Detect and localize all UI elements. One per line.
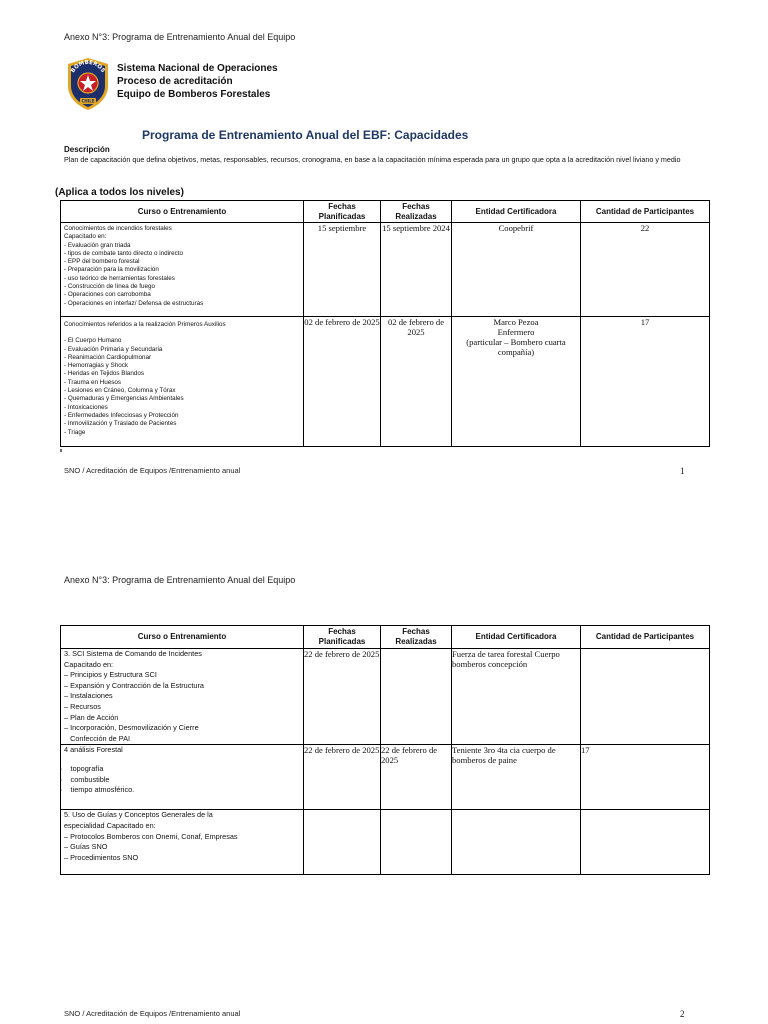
course-cell [61,745,304,810]
table-header-row [61,201,710,223]
course-line: · combustible [60,774,110,784]
description-text: Plan de capacitación que defina objetivos, metas, responsables, recursos, cronograma, en base a la capacitación mínima esperada para un grupo que opta a la acreditación nivel liviano y medio [64,155,681,164]
qty-cell: 22 [581,223,710,317]
course-line: - Evaluación gran triada [64,241,131,249]
course-line: - Triage [64,428,86,436]
training-table-page2 [60,625,710,875]
course-line: - Reanimación Cardiopulmonar [64,353,152,361]
course-line: - Inmovilización y Traslado de Pacientes [64,420,177,428]
org-line-2: Proceso de acreditación [117,76,233,87]
col-header-qty: Cantidad de Participantes [581,626,710,649]
entity-line: (particular – Bombero cuarta compañía) [466,337,566,357]
done-date-cell [381,810,452,875]
levels-note: (Aplica a todos los niveles) [55,187,184,198]
annex-header: Anexo N°3: Programa de Entrenamiento Anual del Equipo [64,575,296,585]
planned-date-cell [304,810,381,875]
done-date-cell: 22 de febrero de 2025 [381,745,452,810]
course-line: Confección de PAI [64,733,130,743]
table-header-row [61,626,710,649]
course-line: - Lesiones en Cráneo, Columna y Tórax [64,387,176,395]
svg-text:CHILE: CHILE [81,98,95,104]
course-cell [61,317,304,447]
entity-cell [452,317,581,447]
course-line: - Heridas en Tejidos Blandos [64,370,145,378]
course-line: - Evaluación Primaria y Secundaria [64,345,163,353]
planned-date-cell: 02 de febrero de 2025 [304,317,381,447]
course-cell [61,810,304,875]
course-line: - Trauma en Huesos [64,378,122,386]
org-line-1: Sistema Nacional de Operaciones [117,63,278,74]
course-line: 4 análisis Forestal [64,745,123,755]
course-line: Capacitado en: [64,659,114,669]
course-line: - EPP del bombero forestal [64,258,140,266]
course-line [64,756,300,764]
course-line: - Construcción de línea de fuego [64,283,156,291]
course-line: 3. SCI Sistema de Comando de Incidentes [64,649,202,658]
qty-cell: 17 [581,317,710,447]
course-line: - Preparación para la movilización [64,266,159,274]
course-line: – Protocolos Bomberos con Onemi, Conaf, Empresas [64,831,238,841]
planned-date-cell: 22 de febrero de 2025 [304,649,381,745]
course-line: – Plan de Acción [64,712,119,722]
annex-header: Anexo N°3: Programa de Entrenamiento Anual del Equipo [64,32,296,42]
col-header-entity: Entidad Certificadora [452,201,581,223]
svg-text:BOMBEROS: BOMBEROS [70,59,106,74]
entity-cell: Teniente 3ro 4ta cia cuerpo de bomberos de paine [452,745,581,810]
course-line: – Principios y Estructura SCI [64,670,157,680]
course-line: - Intoxicaciones [64,403,108,411]
col-header-planned: Fechas Planificadas [304,626,381,649]
done-date-cell: 02 de febrero de 2025 [381,317,452,447]
course-line: - Quemaduras y Emergencias Ambientales [64,395,184,403]
col-header-entity: Entidad Certificadora [452,626,581,649]
qty-cell [581,810,710,875]
course-line: - Enfermedades Infecciosas y Protección [64,411,179,419]
course-line: - tipos de combate tanto directo o indirecto [64,249,184,257]
table-row [61,745,710,810]
course-line: – Recursos [64,701,101,711]
course-line: Capacitado en: [64,233,107,241]
qty-cell: 17 [581,745,710,810]
course-line: – Procedimientos SNO [64,852,139,862]
col-header-qty: Cantidad de Participantes [581,201,710,223]
table-row [61,317,710,447]
course-line: - El Cuerpo Humano [64,337,122,345]
course-line: – Instalaciones [64,691,113,701]
page-footer: SNO / Acreditación de Equipos /Entrenamiento anual [64,466,241,475]
col-header-course: Curso o Entrenamiento [61,201,304,223]
course-line: · topografía [60,763,104,773]
table-row [61,810,710,875]
bomberos-chile-logo [64,56,112,112]
done-date-cell: 15 septiembre 2024 [381,223,452,317]
col-header-done: Fechas Realizadas [381,201,452,223]
course-line: - Hemorragias y Shock [64,362,129,370]
course-line: Conocimientos referidos a la realización Primeros Auxilios [64,321,226,328]
entity-cell: Coopebrif [452,223,581,317]
course-cell [61,649,304,745]
page-number: 1 [680,466,685,476]
organization-block [117,62,278,101]
entity-line: Marco Pezoa [493,317,539,327]
page-footer: SNO / Acreditación de Equipos /Entrenamiento anual [64,1009,241,1018]
col-header-planned: Fechas Planificadas [304,201,381,223]
col-header-course: Curso o Entrenamiento [61,626,304,649]
training-table-page1 [60,200,710,447]
page-mark [60,449,62,452]
course-line: - uso teórico de herramientas forestales [64,274,175,282]
course-line: - Operaciones con carrobomba [64,291,151,299]
course-line: · tiempo atmosférico. [60,785,135,795]
table-row [61,649,710,745]
planned-date-cell: 22 de febrero de 2025 [304,745,381,810]
qty-cell [581,649,710,745]
course-line: 5. Uso de Guías y Conceptos Generales de la [64,810,213,820]
description-heading: Descripción [64,145,110,154]
done-date-cell [381,649,452,745]
table-row [61,223,710,317]
course-cell [61,223,304,317]
page-number: 2 [680,1009,685,1019]
course-line: – Incorporación, Desmovilización y Cierre [64,723,199,733]
col-header-done: Fechas Realizadas [381,626,452,649]
entity-cell [452,810,581,875]
entity-line: Enfermero [497,327,535,337]
course-line: - Operaciones en interfaz/ Defensa de estructuras [64,299,204,307]
org-line-3: Equipo de Bomberos Forestales [117,89,271,100]
course-line: especialidad Capacitado en: [64,820,156,830]
course-line: Conocimientos de incendios forestales [64,225,172,232]
course-line [64,329,300,337]
course-line: – Guías SNO [64,842,108,852]
entity-cell: Fuerza de tarea forestal Cuerpo bomberos concepción [452,649,581,745]
course-line: – Expansión y Contracción de la Estructura [64,680,204,690]
document-title: Programa de Entrenamiento Anual del EBF: Capacidades [142,128,469,142]
planned-date-cell: 15 septiembre [304,223,381,317]
